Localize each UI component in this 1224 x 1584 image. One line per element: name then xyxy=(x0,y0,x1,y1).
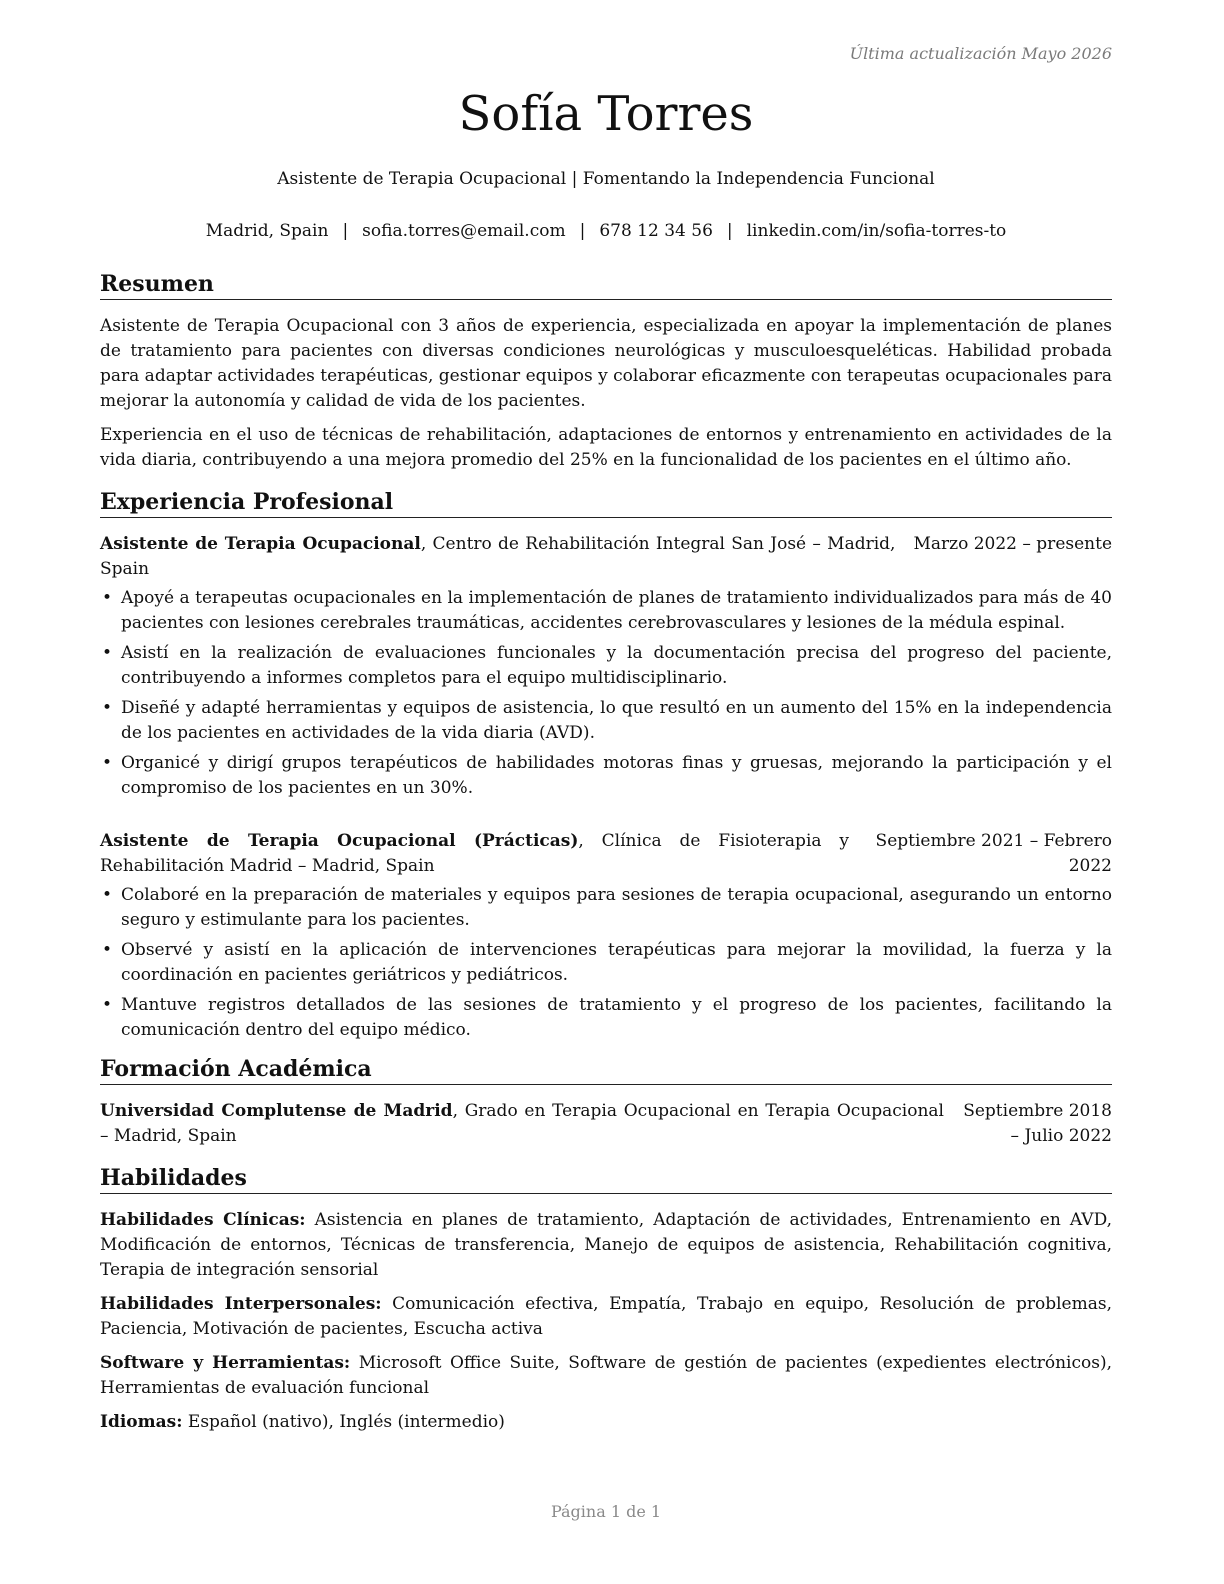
skill-group-label: Software y Herramientas: xyxy=(100,1353,351,1373)
job-bullets xyxy=(100,883,1112,1043)
job-bullets xyxy=(100,586,1112,801)
section-title-skills: Habilidades xyxy=(100,1164,1112,1194)
skill-group-label: Habilidades Clínicas: xyxy=(100,1210,306,1230)
summary-section xyxy=(100,270,1112,473)
contact-location: Madrid, Spain xyxy=(205,221,329,241)
education-dates: Septiembre 2018 – Julio 2022 xyxy=(963,1101,1112,1146)
contact-phone: 678 12 34 56 xyxy=(599,221,713,241)
skill-group-text: Comunicación efectiva, Empatía, Trabajo en equipo, Resolución de problemas, Paciencia, Motivación de pacientes, Escucha activa xyxy=(100,1294,1112,1339)
education-section xyxy=(100,1055,1112,1149)
contact-separator: | xyxy=(579,221,586,241)
contact-linkedin[interactable]: linkedin.com/in/sofia-torres-to xyxy=(746,221,1007,241)
skill-group-label: Idiomas: xyxy=(100,1412,183,1432)
list-item: • Asistí en la realización de evaluaciones funcionales y la documentación precisa del progreso del paciente, contribuyendo a informes completos para el equipo multidisciplinario. xyxy=(102,643,1112,688)
candidate-name: Sofía Torres xyxy=(458,86,754,142)
last-updated: Última actualización Mayo 2026 xyxy=(849,44,1112,63)
bullet-icon: • xyxy=(102,588,113,608)
skill-group xyxy=(100,1292,1112,1342)
job-entry xyxy=(100,829,1112,1043)
job-role: Asistente de Terapia Ocupacional xyxy=(100,534,421,554)
summary-paragraph: Experiencia en el uso de técnicas de rehabilitación, adaptaciones de entornos y entrenamiento en actividades de la vida diaria, contribuyendo a una mejora promedio del 25% en la funcionalidad de los pacientes en el último año. xyxy=(100,425,1112,470)
tagline: Asistente de Terapia Ocupacional | Fomentando la Independencia Funcional xyxy=(277,169,935,189)
job-role: Asistente de Terapia Ocupacional (Prácticas) xyxy=(100,831,579,851)
bullet-icon: • xyxy=(102,995,113,1015)
job-entry xyxy=(100,532,1112,801)
skill-group-text: Español (nativo), Inglés (intermedio) xyxy=(182,1412,505,1432)
bullet-icon: • xyxy=(102,940,113,960)
page-footer: Página 1 de 1 xyxy=(550,1502,662,1521)
section-title-experience: Experiencia Profesional xyxy=(100,488,1112,518)
job-header xyxy=(100,829,1112,879)
bullet-icon: • xyxy=(102,698,113,718)
list-item: • Diseñé y adapté herramientas y equipos de asistencia, lo que resultó en un aumento del 15% en la independencia de los pacientes en actividades de la vida diaria (AVD). xyxy=(102,698,1112,743)
section-title-summary: Resumen xyxy=(100,270,1112,300)
section-title-education: Formación Académica xyxy=(100,1055,1112,1085)
experience-section xyxy=(100,488,1112,1048)
job-header xyxy=(100,532,1112,582)
skills-section xyxy=(100,1164,1112,1444)
list-item: • Organicé y dirigí grupos terapéuticos de habilidades motoras finas y gruesas, mejorando la participación y el compromiso de los pacientes en un 30%. xyxy=(102,753,1112,798)
job-organization: , Clínica de Fisioterapia y Rehabilitación Madrid – Madrid, Spain xyxy=(100,831,849,876)
skill-group-text: Microsoft Office Suite, Software de gestión de pacientes (expedientes electrónicos), Herramientas de evaluación funcional xyxy=(100,1353,1112,1398)
contact-email[interactable]: sofia.torres@email.com xyxy=(362,221,566,241)
list-item: • Colaboré en la preparación de materiales y equipos para sesiones de terapia ocupacional, asegurando un entorno seguro y estimulante para los pacientes. xyxy=(102,885,1112,930)
job-dates: Septiembre 2021 – Febrero 2022 xyxy=(875,831,1112,876)
skill-group xyxy=(100,1351,1112,1401)
education-institution: Universidad Complutense de Madrid xyxy=(100,1101,453,1121)
skill-group xyxy=(100,1410,1112,1435)
job-organization: , Centro de Rehabilitación Integral San José – Madrid, Spain xyxy=(100,534,896,579)
skill-group xyxy=(100,1208,1112,1283)
education-entry xyxy=(100,1099,1112,1149)
contact-separator: | xyxy=(726,221,733,241)
list-item: • Apoyé a terapeutas ocupacionales en la implementación de planes de tratamiento individualizados para más de 40 pacientes con lesiones cerebrales traumáticas, accidentes cerebrovasculares y lesiones de la médula espinal. xyxy=(102,588,1112,633)
list-item: • Observé y asistí en la aplicación de intervenciones terapéuticas para mejorar la movilidad, la fuerza y la coordinación en pacientes geriátricos y pediátricos. xyxy=(102,940,1112,985)
contact-line xyxy=(100,218,1112,244)
job-dates: Marzo 2022 – presente xyxy=(913,534,1112,554)
bullet-icon: • xyxy=(102,643,113,663)
list-item: • Mantuve registros detallados de las sesiones de tratamiento y el progreso de los pacientes, facilitando la comunicación dentro del equipo médico. xyxy=(102,995,1112,1040)
bullet-icon: • xyxy=(102,885,113,905)
education-degree: , Grado en Terapia Ocupacional en Terapia Ocupacional – Madrid, Spain xyxy=(100,1101,944,1146)
bullet-icon: • xyxy=(102,753,113,773)
skill-group-text: Asistencia en planes de tratamiento, Adaptación de actividades, Entrenamiento en AVD, Modificación de entornos, Técnicas de transferencia, Manejo de equipos de asistencia, Rehabilitación cognitiva, Terapia de integración sensorial xyxy=(100,1210,1112,1280)
contact-separator: | xyxy=(342,221,349,241)
skill-group-label: Habilidades Interpersonales: xyxy=(100,1294,382,1314)
summary-paragraph: Asistente de Terapia Ocupacional con 3 años de experiencia, especializada en apoyar la implementación de planes de tratamiento para pacientes con diversas condiciones neurológicas y musculoesqueléticas. Habilidad probada para adaptar actividades terapéuticas, gestionar equipos y colaborar eficazmente con terapeutas ocupacionales para mejorar la autonomía y calidad de vida de los pacientes. xyxy=(100,316,1112,411)
